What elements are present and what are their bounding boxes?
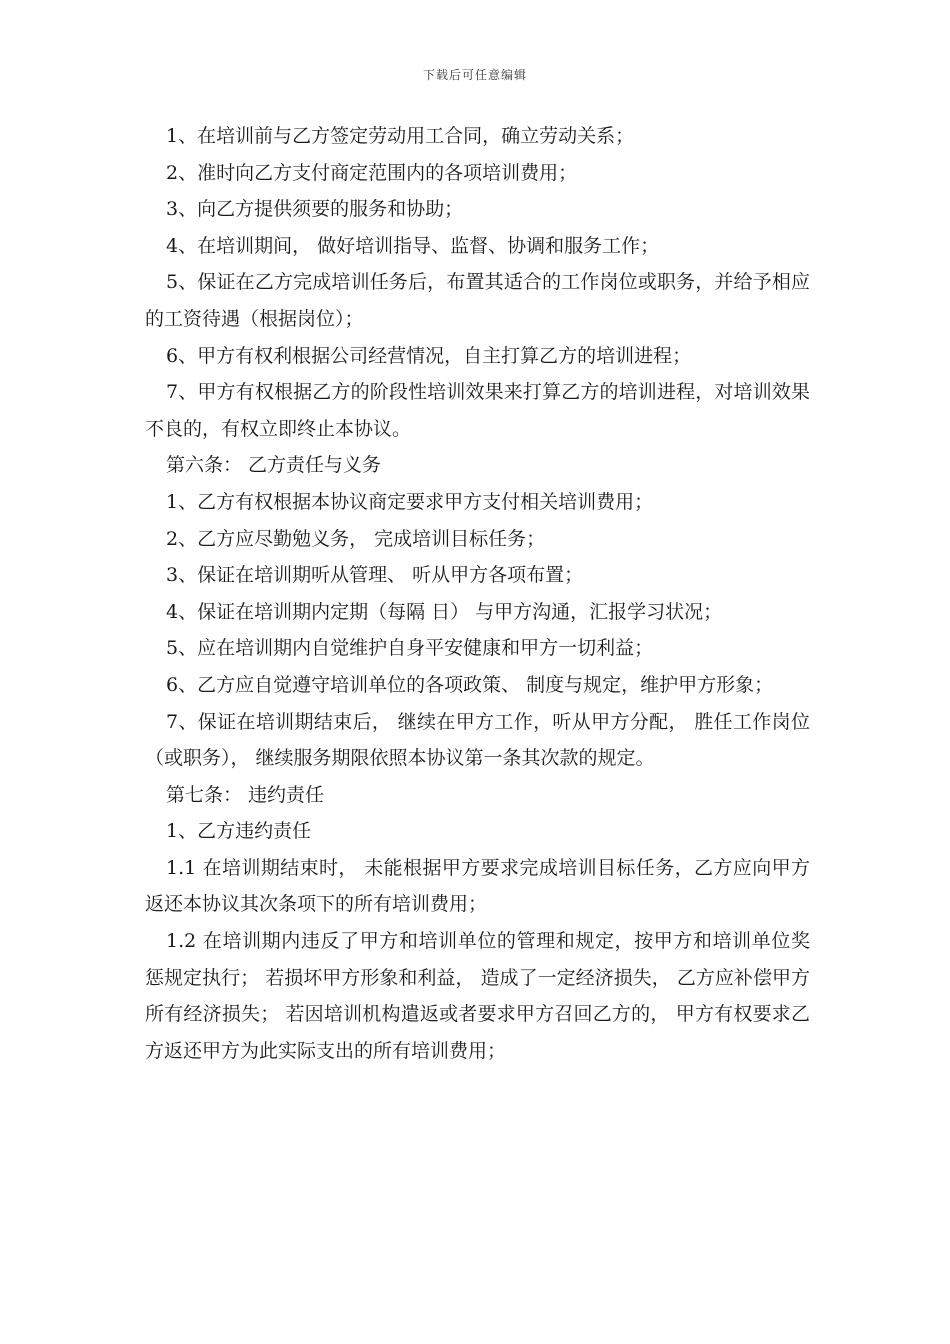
paragraph: 7、保证在培训期结束后， 继续在甲方工作，听从甲方分配， 胜任工作岗位（或职务）， 继续服务期限依照本协议第一条其次款的规定。	[145, 710, 810, 770]
paragraph: 1、乙方有权根据本协议商定要求甲方支付相关培训费用；	[166, 490, 654, 513]
page-header-note: 下载后可任意编辑	[422, 68, 527, 82]
paragraph: 1、在培训前与乙方签定劳动用工合同，确立劳动关系；	[166, 125, 635, 147]
paragraph: 6、乙方应自觉遵守培训单位的各项政策、 制度与规定，维护甲方形象；	[166, 673, 774, 696]
subsection-heading: 1、乙方违约责任	[166, 820, 312, 843]
section-heading: 第六条： 乙方责任与义务	[166, 454, 382, 477]
paragraph: 3、保证在培训期听从管理、 听从甲方各项布置；	[166, 564, 584, 587]
paragraph: 7、甲方有权根据乙方的阶段性培训效果来打算乙方的培训进程，对培训效果不良的，有权立即终止本协议。	[145, 381, 810, 440]
paragraph: 1.2 在培训期内违反了甲方和培训单位的管理和规定，按甲方和培训单位奖惩规定执行； 若损坏甲方形象和利益， 造成了一定经济损失， 乙方应补偿甲方所有经济损失； 若因培训机构遣返或者要求甲方召回乙方的， 甲方有权要求乙方返还甲方为此实际支出的所有培训费用；	[145, 930, 810, 1062]
section-heading: 第七条： 违约责任	[166, 783, 325, 806]
document-body	[145, 118, 810, 1069]
paragraph: 4、在培训期间， 做好培训指导、监督、协调和服务工作；	[166, 234, 660, 257]
paragraph: 5、保证在乙方完成培训任务后，布置其适合的工作岗位或职务，并给予相应的工资待遇（根据岗位）；	[145, 271, 810, 330]
paragraph: 1.1 在培训期结束时， 未能根据甲方要求完成培训目标任务，乙方应向甲方返还本协议其次条项下的所有培训费用；	[145, 856, 810, 916]
paragraph: 2、乙方应尽勤勉义务， 完成培训目标任务；	[166, 527, 546, 550]
paragraph: 4、保证在培训期内定期（每隔 日） 与甲方沟通，汇报学习状况；	[166, 600, 723, 623]
paragraph: 6、甲方有权利根据公司经营情况，自主打算乙方的培训进程；	[166, 344, 692, 367]
paragraph: 2、准时向乙方支付商定范围内的各项培训费用；	[166, 161, 578, 184]
paragraph: 5、应在培训期内自觉维护自身平安健康和甲方一切利益；	[166, 637, 654, 660]
paragraph: 3、向乙方提供须要的服务和协助；	[166, 198, 464, 221]
